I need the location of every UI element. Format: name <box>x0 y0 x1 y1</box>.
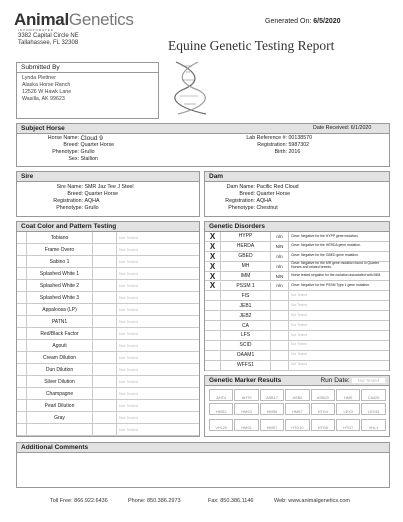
coat-test-name: Splashed White 2 <box>27 280 93 291</box>
coat-color-heading: Coat Color and Pattern Testing <box>17 222 199 232</box>
sire-registration-label: Registration: <box>53 198 83 204</box>
genetic-marker-label: HMS <box>343 396 353 400</box>
coat-test-row <box>17 316 199 328</box>
sex-value: Stallion <box>80 156 98 162</box>
coat-test-mark <box>17 292 27 303</box>
genetic-marker-cell <box>311 419 335 431</box>
genetic-marker-label: HMS3 <box>241 410 252 414</box>
coat-test-result <box>93 304 117 315</box>
genetic-marker-cell <box>336 419 360 431</box>
coat-test-mark <box>17 352 27 363</box>
disorder-row <box>205 252 389 262</box>
coat-test-note: Not Tested <box>119 283 139 288</box>
sire-breed-value: Quarter Horse <box>84 191 119 197</box>
coat-test-name: Splashed White 1 <box>27 268 93 279</box>
coat-test-note: Not Tested <box>119 427 139 432</box>
coat-test-result <box>93 340 117 351</box>
dam-phenotype-label: Phenotype: <box>228 205 255 211</box>
coat-test-row <box>17 424 199 436</box>
disorder-row <box>205 341 389 351</box>
coat-test-result <box>93 388 117 399</box>
dam-details <box>205 182 389 214</box>
genetic-marker-label: HTG4 <box>317 410 328 414</box>
genetic-marker-cell <box>311 403 335 415</box>
coat-test-note: Not Tested <box>119 271 139 276</box>
genetic-disorders-heading: Genetic Disorders <box>205 222 389 232</box>
coat-test-note: Not Tested <box>119 415 139 420</box>
coat-test-name: Splashed White 3 <box>27 292 93 303</box>
subject-right-details <box>211 135 391 156</box>
disorder-note: Not Tested <box>291 292 308 297</box>
coat-test-name: Agouti <box>27 340 93 351</box>
disorder-name: IMM <box>221 272 271 281</box>
breed-value: Quarter Horse <box>80 142 115 148</box>
coat-test-name: PATN1 <box>27 316 93 327</box>
coat-test-row <box>17 376 199 388</box>
footer-fax: Fax: 850.386.1146 <box>208 498 254 504</box>
disorder-row <box>205 232 389 242</box>
genetic-marker-label: HTG7 <box>343 426 354 430</box>
coat-test-row <box>17 412 199 424</box>
subject-horse-panel <box>16 123 390 167</box>
coat-test-result <box>93 268 117 279</box>
footer-web: Web: www.animalgenetics.com <box>274 498 351 504</box>
lab-reference-value: 00138570 <box>288 135 313 141</box>
disorder-row <box>205 321 389 331</box>
coat-test-mark <box>17 328 27 339</box>
disorder-tested-mark <box>205 291 221 300</box>
disorder-result <box>271 301 289 310</box>
coat-test-row <box>17 388 199 400</box>
coat-test-result <box>93 316 117 327</box>
date-received <box>313 125 371 132</box>
run-date <box>320 377 385 384</box>
disorder-result: n/n <box>271 282 289 291</box>
disorder-note: Not Tested <box>291 302 308 307</box>
coat-test-result <box>93 400 117 411</box>
disorder-note: Clear: Negative for the PSSM Type 1 gene mutation. <box>291 283 370 288</box>
disorder-name: HYPP <box>221 232 271 241</box>
coat-test-result <box>93 352 117 363</box>
disorder-name: LFS <box>221 331 271 340</box>
disorder-tested-mark: X <box>205 282 221 291</box>
coat-test-result <box>93 280 117 291</box>
genetic-marker-label: HTG6 <box>317 426 328 430</box>
genetic-marker-label: CA425 <box>367 396 380 400</box>
coat-test-name: Appaloosa (LP) <box>27 304 93 315</box>
disorder-result <box>271 351 289 360</box>
coat-test-row <box>17 340 199 352</box>
coat-test-name: Silver Dilution <box>27 376 93 387</box>
disorder-row <box>205 331 389 341</box>
disorder-row <box>205 311 389 321</box>
disorder-tested-mark <box>205 331 221 340</box>
coat-test-note: Not Tested <box>119 379 139 384</box>
horse-name-label: Horse Name: <box>47 135 79 141</box>
disorder-name: GBED <box>221 252 271 261</box>
coat-test-note: Not Tested <box>119 307 139 312</box>
genetic-marker-label: HTG10 <box>291 426 304 430</box>
disorder-result: N/N <box>271 242 289 251</box>
coat-test-row <box>17 232 199 244</box>
coat-test-row <box>17 256 199 268</box>
submitted-by-address <box>17 73 158 105</box>
dam-breed-value: Quarter Horse <box>256 191 291 197</box>
sire-details <box>17 182 199 214</box>
disorder-note: Not Tested <box>291 332 308 337</box>
genetic-marker-label: HMS7 <box>292 410 303 414</box>
generated-on <box>265 18 341 25</box>
date-received-value: 6/1/2020 <box>350 125 372 131</box>
registration-label: Registration: <box>257 142 287 148</box>
coat-test-mark <box>17 424 27 435</box>
phenotype-value: Grullo <box>80 149 95 155</box>
coat-test-name: Gray <box>27 412 93 423</box>
genetic-marker-cell <box>361 403 385 415</box>
sire-phenotype-value: Grullo <box>84 205 99 211</box>
disorder-name: JEB2 <box>221 311 271 320</box>
disorder-note: Clear: Negative for the HERDA gene mutation. <box>291 243 361 248</box>
dam-name-label: Dam Name: <box>226 184 255 190</box>
coat-test-row <box>17 400 199 412</box>
genetic-marker-header <box>205 376 389 386</box>
submitted-by-panel <box>16 62 159 119</box>
registration-value: 5987302 <box>288 142 310 148</box>
disorder-name: OAAM1 <box>221 351 271 360</box>
genetic-marker-cell <box>336 403 360 415</box>
genetic-marker-cell <box>260 389 284 401</box>
coat-test-note: Not Tested <box>119 331 139 336</box>
dam-heading: Dam <box>205 172 389 182</box>
sex-label: Sex: <box>68 156 79 162</box>
coat-test-name: Pearl Dilution <box>27 400 93 411</box>
disorder-row <box>205 282 389 292</box>
genetic-marker-cell <box>234 403 258 415</box>
coat-test-result <box>93 424 117 435</box>
disorder-note: Not Tested <box>291 342 308 347</box>
coat-test-name <box>27 424 93 435</box>
disorder-tested-mark <box>205 311 221 320</box>
coat-test-note: Not Tested <box>119 391 139 396</box>
submitter-line: 12526 W Hawk Lane <box>22 89 72 95</box>
disorder-note: Horse tested negative for the mutation associated with IMM. <box>291 273 382 278</box>
logo-main-text: Animal <box>14 10 69 29</box>
disorder-name: MH <box>221 262 271 271</box>
coat-test-mark <box>17 244 27 255</box>
genetic-disorders-panel <box>204 221 390 371</box>
additional-comments-panel <box>16 442 390 488</box>
genetic-marker-label: VHL20 <box>215 426 227 430</box>
genetic-marker-label: HMS6 <box>266 410 278 414</box>
genetic-marker-label: ASB23 <box>316 396 329 400</box>
coat-test-row <box>17 352 199 364</box>
genetic-marker-label: HMS2 <box>215 410 227 414</box>
horse-name-value: Cloud 9 <box>80 135 103 142</box>
disorder-tested-mark: X <box>205 242 221 251</box>
genetic-marker-label: LEX33 <box>367 410 380 414</box>
subject-horse-heading: Subject Horse <box>17 124 389 134</box>
coat-test-result <box>93 244 117 255</box>
disorder-result <box>271 361 289 370</box>
coat-test-mark <box>17 316 27 327</box>
disorder-result <box>271 331 289 340</box>
coat-test-name: Frame Overo <box>27 244 93 255</box>
genetic-marker-cell <box>361 389 385 401</box>
address-line: Tallahassee, FL 32308 <box>18 40 79 46</box>
coat-test-mark <box>17 412 27 423</box>
disorder-result <box>271 341 289 350</box>
disorder-note: Not Tested <box>291 352 308 357</box>
subject-left-details <box>21 135 201 163</box>
coat-test-mark <box>17 280 27 291</box>
coat-test-note: Not Tested <box>119 343 139 348</box>
dam-name-value: Pacific Red Cloud <box>256 184 299 190</box>
coat-test-name: Red/Black Factor <box>27 328 93 339</box>
genetic-marker-cell <box>209 389 233 401</box>
coat-test-result <box>93 412 117 423</box>
genetic-marker-label: ASB2 <box>292 396 303 400</box>
sire-heading: Sire <box>17 172 199 182</box>
coat-test-mark <box>17 400 27 411</box>
coat-test-mark <box>17 232 27 243</box>
company-logo <box>14 10 134 30</box>
sire-registration-value: AQHA <box>84 198 100 204</box>
genetic-marker-heading: Genetic Marker Results <box>209 377 282 384</box>
genetic-marker-cell <box>234 419 258 431</box>
dna-helix-illustration <box>168 58 216 118</box>
disorder-row <box>205 351 389 361</box>
genetic-marker-cell <box>285 419 309 431</box>
disorder-tested-mark <box>205 361 221 370</box>
run-date-value: Not Tested <box>352 378 385 383</box>
disorder-tested-mark <box>205 351 221 360</box>
coat-color-table <box>17 232 199 436</box>
generated-label: Generated On: <box>265 18 312 25</box>
disorder-result: n/n <box>271 232 289 241</box>
dam-breed-label: Breed: <box>239 191 255 197</box>
genetic-marker-label: AHT4 <box>216 396 227 400</box>
genetic-marker-label: ASB17 <box>266 396 278 400</box>
disorder-row <box>205 272 389 282</box>
disorder-row <box>205 301 389 311</box>
company-address <box>18 33 79 47</box>
logo-subtext: INCORPORATED <box>18 28 54 32</box>
coat-test-row <box>17 244 199 256</box>
coat-test-result <box>93 364 117 375</box>
coat-test-row <box>17 292 199 304</box>
coat-test-mark <box>17 268 27 279</box>
genetic-marker-label: VHL1 <box>368 426 379 430</box>
dam-panel <box>204 171 390 217</box>
disorder-result: n/n <box>271 252 289 261</box>
disorder-row <box>205 361 389 371</box>
disorder-result: N/N <box>271 272 289 281</box>
coat-test-note: Not Tested <box>119 295 139 300</box>
coat-test-note: Not Tested <box>119 355 139 360</box>
disorder-tested-mark: X <box>205 232 221 241</box>
coat-test-note: Not Tested <box>119 367 139 372</box>
lab-reference-label: Lab Reference #: <box>246 135 287 141</box>
coat-test-row <box>17 364 199 376</box>
coat-test-row <box>17 328 199 340</box>
genetic-marker-cell <box>260 419 284 431</box>
date-received-label: Date Received: <box>313 125 350 131</box>
disorder-note: Clear: Negative for the HYPP gene mutation. <box>291 233 359 238</box>
coat-test-row <box>17 280 199 292</box>
additional-comments-heading: Additional Comments <box>17 443 389 453</box>
coat-test-result <box>93 256 117 267</box>
genetic-marker-label: HMS1 <box>241 426 252 430</box>
generated-date: 6/5/2020 <box>313 18 341 25</box>
disorder-note: Clear: Negative for the MH gene mutation found in Quarter Horses and related breeds. <box>291 261 380 270</box>
coat-test-result <box>93 376 117 387</box>
disorder-result <box>271 291 289 300</box>
genetic-marker-cell <box>209 419 233 431</box>
disorder-tested-mark: X <box>205 262 221 271</box>
genetic-marker-cell <box>311 389 335 401</box>
phenotype-label: Phenotype: <box>52 149 79 155</box>
coat-test-name: Cream Dilution <box>27 352 93 363</box>
genetic-marker-cell <box>361 419 385 431</box>
coat-test-result <box>93 328 117 339</box>
disorder-name: HERDA <box>221 242 271 251</box>
genetic-marker-label: AHT5 <box>241 396 252 400</box>
genetic-marker-cell <box>285 389 309 401</box>
coat-test-row <box>17 268 199 280</box>
dam-registration-value: AQHA <box>256 198 272 204</box>
coat-test-name: Sabino 1 <box>27 256 93 267</box>
genetic-marker-cell <box>285 403 309 415</box>
genetic-marker-label: HMS7 <box>266 426 278 430</box>
genetic-marker-grid <box>209 389 385 434</box>
disorder-row <box>205 291 389 301</box>
coat-test-note: Not Tested <box>119 319 139 324</box>
disorder-row <box>205 242 389 252</box>
coat-color-panel <box>16 221 200 437</box>
coat-test-name: Tobiano <box>27 232 93 243</box>
disorder-name: WFFS1 <box>221 361 271 370</box>
sire-name-label: Sire Name: <box>56 184 83 190</box>
coat-test-mark <box>17 340 27 351</box>
run-date-label: Run Date: <box>320 377 350 384</box>
breed-label: Breed: <box>63 142 79 148</box>
disorder-name: JEB1 <box>221 301 271 310</box>
disorder-name: FIS <box>221 291 271 300</box>
disorder-name: PSSM 1 <box>221 282 271 291</box>
disorder-note: Clear: Negative for the GBED gene mutation. <box>291 253 359 258</box>
disorder-name: SCID <box>221 341 271 350</box>
dam-registration-label: Registration: <box>225 198 255 204</box>
disorder-result <box>271 311 289 320</box>
coat-test-note: Not Tested <box>119 403 139 408</box>
coat-test-name: Champagne <box>27 388 93 399</box>
disorder-note: Not Tested <box>291 312 308 317</box>
footer-phone: Phone: 850.386.2973 <box>128 498 181 504</box>
disorder-tested-mark <box>205 321 221 330</box>
sire-panel <box>16 171 200 217</box>
disorder-result: n/n <box>271 262 289 271</box>
footer-tollfree: Toll Free: 866.922.6436 <box>50 498 108 504</box>
coat-test-note: Not Tested <box>119 259 139 264</box>
submitted-by-heading: Submitted By <box>17 63 158 73</box>
coat-test-mark <box>17 376 27 387</box>
disorder-note: Not Tested <box>291 362 308 367</box>
coat-test-row <box>17 304 199 316</box>
coat-test-mark <box>17 304 27 315</box>
genetic-marker-cell <box>336 389 360 401</box>
birth-value: 2016 <box>288 149 301 155</box>
report-title: Equine Genetic Testing Report <box>168 38 335 53</box>
birth-label: Birth: <box>274 149 287 155</box>
disorder-tested-mark: X <box>205 252 221 261</box>
dam-phenotype-value: Chestnut <box>256 205 278 211</box>
submitter-line: Wasilla, AK 99623 <box>22 96 65 102</box>
disorder-tested-mark: X <box>205 272 221 281</box>
disorder-name: CA <box>221 321 271 330</box>
address-line: 3382 Capital Circle NE <box>18 33 79 39</box>
disorder-tested-mark <box>205 341 221 350</box>
genetic-marker-cell <box>234 389 258 401</box>
coat-test-mark <box>17 388 27 399</box>
disorder-result <box>271 321 289 330</box>
genetic-marker-cell <box>260 403 284 415</box>
genetic-marker-panel <box>204 375 390 437</box>
submitter-line: Alaska Horse Ranch <box>22 82 71 88</box>
coat-test-mark <box>17 256 27 267</box>
genetic-marker-label: LEX3 <box>343 410 353 414</box>
sire-breed-label: Breed: <box>67 191 83 197</box>
coat-test-note: Not Tested <box>119 235 139 240</box>
coat-test-mark <box>17 364 27 375</box>
genetic-marker-cell <box>209 403 233 415</box>
coat-test-note: Not Tested <box>119 247 139 252</box>
sire-name-value: SMR Jaz Tee J Steel <box>84 184 134 190</box>
coat-test-result <box>93 232 117 243</box>
sire-phenotype-label: Phenotype: <box>56 205 83 211</box>
disorder-tested-mark <box>205 301 221 310</box>
logo-accent-text: Genetics <box>68 10 134 29</box>
disorder-row <box>205 262 389 272</box>
genetic-disorders-table <box>205 232 389 370</box>
coat-test-result <box>93 292 117 303</box>
coat-test-name: Dun Dilution <box>27 364 93 375</box>
disorder-note: Not Tested <box>291 322 308 327</box>
submitter-line: Lynda Plettner <box>22 75 56 81</box>
